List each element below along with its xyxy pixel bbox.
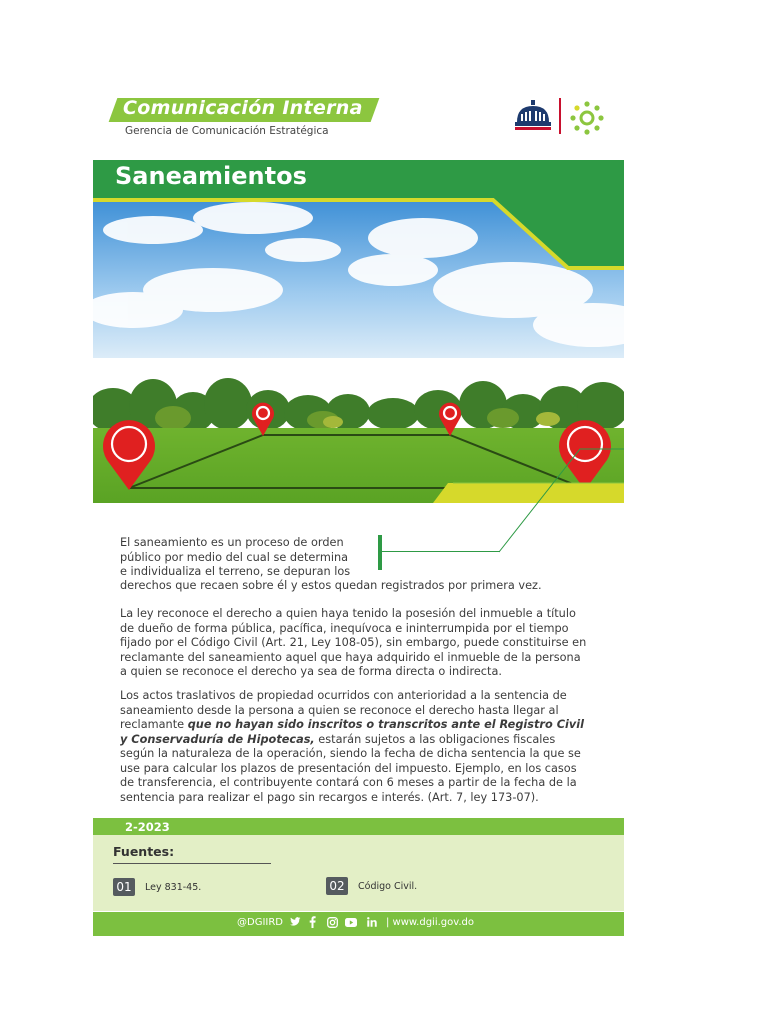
- source-text-2: Código Civil.: [358, 881, 418, 892]
- social-bar: [93, 912, 624, 936]
- accent-line: [382, 551, 500, 552]
- paragraph-law: La ley reconoce el derecho a quien haya tenido la posesión del inmueble a título de dueño de forma pública, pacífica, inequívoca e ininterrumpida por el tiempo fijado por el Código Civil (Art. 21, Ley 108-05), sin embargo, puede constituirse en reclamante del saneamiento aquel que haya adquirido el inmueble de la persona a quien se reconoce el derecho ya sea de forma directa o indirecta.: [120, 607, 587, 678]
- intro-line-3: e individualiza el terreno, se depuran los: [120, 565, 351, 578]
- issue-date: 2-2023: [125, 820, 170, 834]
- sources-title: Fuentes:: [113, 844, 175, 859]
- facebook-icon[interactable]: [309, 916, 316, 928]
- transfers-text-a: Los actos traslativos de propiedad ocurridos con anterioridad a la sentencia de saneamiento desde la persona a quien se reconoce el derecho hasta llegar al reclamante: [120, 689, 567, 731]
- youtube-icon[interactable]: [345, 918, 357, 927]
- source-number-1: 01: [113, 878, 135, 896]
- section-title: Saneamientos: [115, 162, 307, 190]
- source-text-1: Ley 831-45.: [145, 882, 202, 893]
- intro-line-2: público por medio del cual se determina: [120, 550, 349, 564]
- transfers-text-bold: que no hayan sido inscritos o transcritos ante el Registro Civil y Conservaduría de Hipotecas,: [120, 718, 584, 746]
- website-link[interactable]: | www.dgii.gov.do: [386, 917, 475, 928]
- document-page: [93, 88, 624, 936]
- logo-divider: [559, 98, 561, 134]
- brand-subtitle: Gerencia de Comunicación Estratégica: [125, 125, 329, 137]
- paragraph-intro: [120, 536, 385, 580]
- intro-line-1: El saneamiento es un proceso de orden: [120, 536, 344, 549]
- sources-underline: [113, 863, 271, 864]
- transfers-text-b: estarán sujetos a las obligaciones fiscales según la naturaleza de la operación, siendo la fecha de dicha sentencia la que se use para calcular los plazos de presentación del impuesto. Ejemplo, en los casos de transferencia, el contribuyente contará con 6 meses a partir de la fecha de la sentencia para realizar el pago sin recargos e interés. (Art. 7, ley 173-07).: [120, 732, 581, 804]
- brand-title: Comunicación Interna: [123, 97, 363, 119]
- dgii-sun-logo-icon: [567, 98, 607, 138]
- linkedin-icon[interactable]: [367, 917, 377, 927]
- social-handle: @DGIIRD: [237, 917, 283, 928]
- government-dome-logo-icon: [513, 98, 553, 138]
- paragraph-transfers: [120, 689, 590, 805]
- source-number-2: 02: [326, 877, 348, 895]
- date-bar: [93, 818, 624, 835]
- twitter-icon[interactable]: [290, 917, 301, 927]
- intro-line-4: derechos que recaen sobre él y estos quedan registrados por primera vez.: [120, 579, 542, 592]
- connector-line: [498, 446, 624, 554]
- instagram-icon[interactable]: [327, 917, 338, 928]
